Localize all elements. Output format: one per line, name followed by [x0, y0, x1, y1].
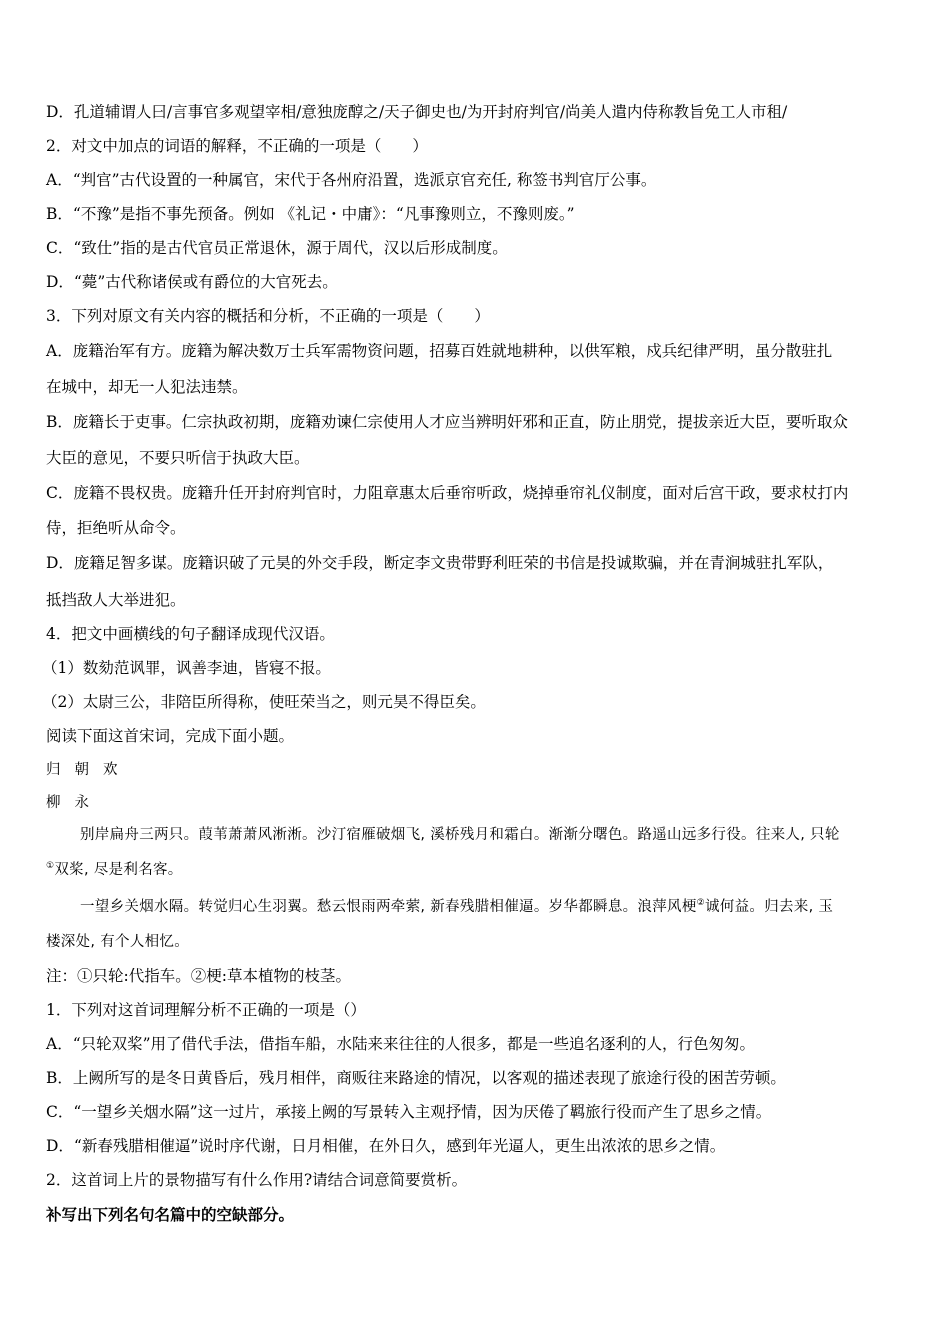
q3-option-b-line2: 大臣的意见，不要只听信于执政大臣。 [46, 449, 310, 467]
q3-option-a-line2: 在城中，却无一人犯法违禁。 [46, 378, 248, 396]
q3-option-b-line1: B．庞籍长于吏事。仁宗执政初期，庞籍劝谏仁宗使用人才应当辨明奸邪和正直，防止朋党，提拔亲近大臣，要听取众 [46, 413, 848, 431]
pq1-option-c: C．“一望乡关烟水隔”这一过片，承接上阙的写景转入主观抒情，因为厌倦了羁旅行役而产生了思乡之情。 [46, 1103, 772, 1121]
q2-option-c: C．“致仕”指的是古代官员正常退休，源于周代，汉以后形成制度。 [46, 239, 508, 257]
pq1-option-a: A．“只轮双桨”用了借代手法，借指车船，水陆来来往往的人很多，都是一些追名逐利的人，行色匆匆。 [46, 1035, 756, 1053]
pq1-option-b: B．上阙所写的是冬日黄昏后，残月相伴，商贩往来路途的情况，以客观的描述表现了旅途行役的困苦劳顿。 [46, 1069, 786, 1087]
poem-stanza-2-line1-part-a: 一望乡关烟水隔。转觉归心生羽翼。愁云恨雨两牵萦, 新春残腊相催逼。岁华都瞬息。浪萍风梗 [80, 899, 697, 915]
q2-option-d: D．“薨”古代称诸侯或有爵位的大官死去。 [46, 273, 338, 291]
pq2-stem: 2．这首词上片的景物描写有什么作用?请结合词意简要赏析。 [46, 1171, 468, 1189]
poem-note: 注：①只轮:代指车。②梗:草本植物的枝茎。 [46, 967, 351, 985]
q3-option-c-line2: 侍，拒绝听从命令。 [46, 519, 186, 537]
poem-intro: 阅读下面这首宋词，完成下面小题。 [46, 727, 295, 745]
poem-stanza-2-line1-part-b: 诚何益。归去来, 玉 [705, 899, 834, 915]
note-1-mark: ① [46, 861, 55, 871]
pq1-stem: 1．下列对这首词理解分析不正确的一项是（） [46, 1001, 366, 1019]
q3-option-c-line1: C．庞籍不畏权贵。庞籍升任开封府判官时，力阻章惠太后垂帘听政，烧掉垂帘礼仪制度，面对后宫干政，要求杖打内 [46, 484, 849, 502]
q2-option-b: B．“不豫”是指不事先预备。例如 《礼记・中庸》：“凡事豫则立，不豫则废。” [46, 205, 575, 223]
q2-option-a: A．“判官”古代设置的一种属官，宋代于各州府沿置，选派京官充任, 称签书判官厅公事。 [46, 171, 657, 189]
poem-stanza-2-line1 [80, 897, 908, 917]
q4-stem: 4．把文中画横线的句子翻译成现代汉语。 [46, 625, 335, 643]
q2-stem: 2．对文中加点的词语的解释，不正确的一项是（ ） [46, 137, 428, 155]
pq1-option-d: D．“新春残腊相催逼”说时序代谢，日月相催，在外日久，感到年光逼人，更生出浓浓的思乡之情。 [46, 1137, 726, 1155]
note-2-mark: ② [696, 898, 705, 908]
poem-stanza-1-line1: 别岸扁舟三两只。葭苇萧萧风淅淅。沙汀宿雁破烟飞, 溪桥残月和霜白。渐渐分曙色。路遥山远多行役。往来人, 只轮 [80, 827, 840, 843]
section-heading: 补写出下列名句名篇中的空缺部分。 [46, 1205, 295, 1224]
poem-stanza-2-line2: 楼深处, 有个人相忆。 [46, 934, 190, 950]
poem-stanza-1-line2-text: 双桨, 尽是利名客。 [54, 862, 183, 878]
q3-option-d-line1: D．庞籍足智多谋。庞籍识破了元昊的外交手段，断定李文贵带野利旺荣的书信是投诚欺骗，并在青涧城驻扎军队， [46, 554, 834, 572]
q4-sentence-2: （2）太尉三公，非陪臣所得称，使旺荣当之，则元昊不得臣矣。 [42, 693, 486, 711]
q1-option-d: D．孔道辅谓人曰/言事官多观望宰相/意独庞醇之/天子御史也/为开封府判官/尚美人遣内侍称教旨免工人市租/ [46, 103, 788, 121]
q3-option-a-line1: A．庞籍治军有方。庞籍为解决数万士兵军需物资问题，招募百姓就地耕种，以供军粮，戍兵纪律严明，虽分散驻扎 [46, 342, 833, 360]
q4-sentence-1: （1）数劾范讽罪，讽善李迪，皆寝不报。 [42, 659, 331, 677]
poem-title: 归朝欢 [46, 762, 132, 778]
q3-option-d-line2: 抵挡敌人大举进犯。 [46, 591, 186, 609]
q3-stem: 3．下列对原文有关内容的概括和分析，不正确的一项是（ ） [46, 307, 490, 325]
poem-author: 柳永 [46, 795, 103, 811]
poem-stanza-1-line2 [46, 860, 908, 880]
